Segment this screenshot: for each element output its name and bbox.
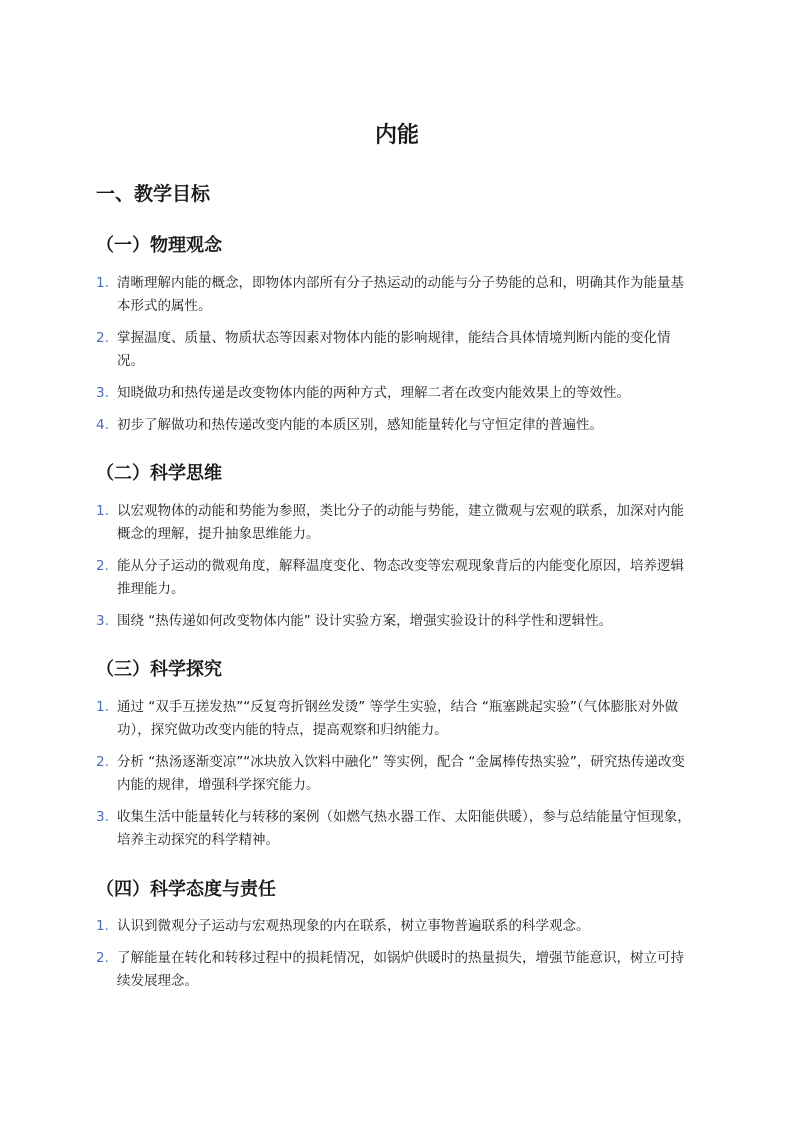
list-item	[96, 610, 696, 633]
list-item	[96, 947, 696, 993]
attitude-responsibility-list	[96, 915, 696, 1002]
scientific-inquiry-list	[96, 696, 696, 861]
physics-concepts-list	[96, 272, 696, 446]
list-item	[96, 915, 696, 938]
list-item-number: 2.	[96, 950, 109, 966]
list-item-text: 知晓做功和热传递是改变物体内能的两种方式，理解二者在改变内能效果上的等效性。	[117, 385, 630, 401]
list-item-number: 1.	[96, 918, 109, 934]
list-item	[96, 327, 696, 373]
list-item-number: 1.	[96, 275, 109, 291]
list-item-text: 认识到微观分子运动与宏观热现象的内在联系，树立事物普遍联系的科学观念。	[117, 918, 590, 934]
list-item	[96, 382, 696, 405]
list-item-text: 围绕 “热传递如何改变物体内能” 设计实验方案，增强实验设计的科学性和逻辑性。	[117, 613, 613, 629]
list-item-text: 清晰理解内能的概念，即物体内部所有分子热运动的动能与分子势能的总和，明确其作为能量基本形式的属性。	[117, 275, 684, 314]
list-item-number: 1.	[96, 503, 109, 519]
list-item-text: 分析 “热汤逐渐变凉”“冰块放入饮料中融化” 等实例，配合 “金属棒传热实验”，研究热传递改变内能的规律，增强科学探究能力。	[117, 754, 685, 793]
list-item-number: 4.	[96, 417, 109, 433]
list-item-number: 3.	[96, 613, 109, 629]
list-item-text: 以宏观物体的动能和势能为参照，类比分子的动能与势能，建立微观与宏观的联系，加深对内能概念的理解，提升抽象思维能力。	[117, 503, 684, 542]
list-item-number: 2.	[96, 754, 109, 770]
list-item-number: 3.	[96, 385, 109, 401]
list-item	[96, 272, 696, 318]
list-item-number: 3.	[96, 809, 109, 825]
section-heading-teaching-goals: 一、教学目标	[96, 183, 211, 205]
list-item	[96, 414, 696, 437]
subsection-heading-physics-concepts: （一）物理观念	[96, 235, 222, 256]
list-item-text: 能从分子运动的微观角度，解释温度变化、物态改变等宏观现象背后的内能变化原因，培养逻辑推理能力。	[117, 558, 684, 597]
list-item	[96, 696, 696, 742]
subsection-heading-attitude-responsibility: （四）科学态度与责任	[96, 879, 276, 900]
list-item-text: 初步了解做功和热传递改变内能的本质区别，感知能量转化与守恒定律的普遍性。	[117, 417, 603, 433]
subsection-heading-scientific-thinking: （二）科学思维	[96, 463, 222, 484]
list-item-number: 1.	[96, 699, 109, 715]
subsection-heading-scientific-inquiry: （三）科学探究	[96, 659, 222, 680]
scientific-thinking-list	[96, 500, 696, 642]
list-item	[96, 500, 696, 546]
document-title: 内能	[374, 123, 419, 148]
list-item	[96, 806, 696, 852]
list-item-text: 了解能量在转化和转移过程中的损耗情况，如锅炉供暖时的热量损失，增强节能意识，树立可持续发展理念。	[117, 950, 684, 989]
list-item	[96, 555, 696, 601]
list-item-number: 2.	[96, 558, 109, 574]
list-item-text: 收集生活中能量转化与转移的案例（如燃气热水器工作、太阳能供暖），参与总结能量守恒现象，培养主动探究的科学精神。	[117, 809, 691, 848]
list-item-text: 通过 “双手互搓发热”“反复弯折钢丝发烫” 等学生实验，结合 “瓶塞跳起实验”（气体膨胀对外做功），探究做功改变内能的特点，提高观察和归纳能力。	[117, 699, 679, 738]
list-item-number: 2.	[96, 330, 109, 346]
list-item	[96, 751, 696, 797]
list-item-text: 掌握温度、质量、物质状态等因素对物体内能的影响规律，能结合具体情境判断内能的变化情况。	[117, 330, 671, 369]
